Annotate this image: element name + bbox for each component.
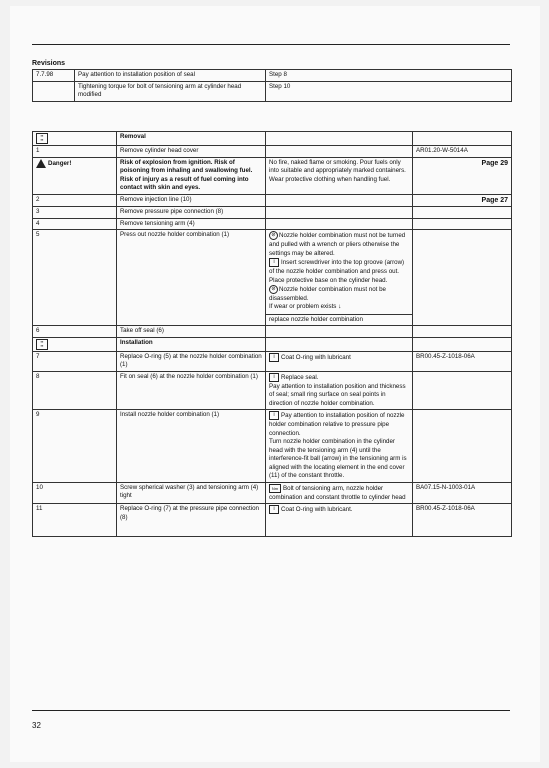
revision-ref: Step 10 [266, 81, 512, 101]
step-note: Coat O-ring with lubricant [281, 354, 351, 362]
arrow-down-icon: ↓ [338, 303, 342, 311]
step-action: Risk of explosion from ignition. Risk of poisoning from inhaling and swallowing fuel. Risk of injury as a result of fuel coming into contact with skin and eyes. [117, 157, 266, 194]
top-rule [32, 44, 510, 45]
warning-icon [36, 159, 46, 168]
step-note: Coat O-ring with lubricant. [281, 506, 353, 514]
table-row [33, 326, 512, 338]
step-number: 4 [33, 218, 117, 230]
table-row [33, 230, 512, 326]
table-row [33, 337, 512, 351]
step-action: Replace O-ring (7) at the pressure pipe connection (8) [117, 504, 266, 537]
step-note: i Pay attention to installation position of nozzle holder combination relative to pressure pipe connection. Turn nozzle holder combination in the cylinder head with the tensioning arm (4) until the interference-fit ball (arrow) in the tensioning arm is aligned with the locating element in the end cover (11) of the constant throttle. [266, 410, 413, 483]
step-ref[interactable]: BR00.45-Z-1018-06A [413, 351, 512, 371]
step-number: 2 [33, 194, 117, 207]
step-action: Install nozzle holder combination (1) [117, 410, 266, 483]
revision-date: 7.7.98 [33, 70, 75, 82]
info-icon: i [269, 505, 279, 514]
step-ref: AR01.20-W-5014A [413, 146, 512, 158]
page-ref[interactable]: Page 29 [413, 157, 512, 194]
step-note: Bolt of tensioning arm, nozzle holder combination and constant throttle to cylinder head [269, 485, 406, 501]
step-note: i Replace seal. Pay attention to installation position and thickness of seal; small ring surface on seal points in direction of nozzle holder combination. [266, 372, 413, 410]
installation-heading: Installation [117, 337, 266, 351]
revision-ref: Step 8 [266, 70, 512, 82]
prohibit-icon: ⊘ [269, 285, 278, 294]
manual-page [10, 6, 540, 762]
step-number: 1 [33, 146, 117, 158]
step-action: Remove injection line (10) [117, 194, 266, 207]
page-ref[interactable]: Page 27 [413, 194, 512, 207]
step-action: Replace O-ring (5) at the nozzle holder combination (1) [117, 351, 266, 371]
table-row [33, 146, 512, 158]
table-row [33, 132, 512, 146]
info-icon: i [269, 373, 279, 382]
step-action: Screw spherical washer (3) and tensioning arm (4) tight [117, 482, 266, 503]
info-icon: i [269, 258, 279, 267]
installation-section-icon: ▪▪ ▪▪ [36, 339, 48, 350]
step-number: 5 [33, 230, 117, 326]
step-action: Take off seal (6) [117, 326, 266, 338]
step-number: 8 [33, 372, 117, 410]
table-row [33, 504, 512, 537]
step-action: Remove tensioning arm (4) [117, 218, 266, 230]
revision-text: Pay attention to installation position of seal [75, 70, 266, 82]
danger-label: Danger! [48, 159, 72, 167]
revisions-table [32, 69, 512, 102]
removal-heading: Removal [117, 132, 266, 146]
step-number: 6 [33, 326, 117, 338]
step-number: 10 [33, 482, 117, 503]
table-row [33, 351, 512, 371]
procedure-table [32, 131, 512, 537]
revision-text: Tightening torque for bolt of tensioning arm at cylinder head modified [75, 81, 266, 101]
step-ref[interactable]: BR00.45-Z-1018-06A [413, 504, 512, 537]
info-icon: i [269, 353, 279, 362]
revisions-title: Revisions [32, 60, 66, 67]
step-ref[interactable]: BA07.15-N-1003-01A [413, 482, 512, 503]
revision-date [33, 81, 75, 101]
table-row [33, 372, 512, 410]
table-row [33, 218, 512, 230]
prohibit-icon: ⊘ [269, 231, 278, 240]
table-row [33, 81, 512, 101]
step-action: Remove pressure pipe connection (8) [117, 207, 266, 219]
bottom-rule [32, 710, 510, 711]
table-row [33, 410, 512, 483]
step-note: No fire, naked flame or smoking. Pour fuels only into suitable and appropriately marked containers. Wear protective clothing when handling fuel. [266, 157, 413, 194]
step-number: 7 [33, 351, 117, 371]
step-action: Press out nozzle holder combination (1) [117, 230, 266, 326]
step-number: 9 [33, 410, 117, 483]
step-action: Remove cylinder head cover [117, 146, 266, 158]
table-row [33, 207, 512, 219]
table-row [33, 70, 512, 82]
info-icon: i [269, 411, 279, 420]
step-action: Fit on seal (6) at the nozzle holder combination (1) [117, 372, 266, 410]
table-row [33, 157, 512, 194]
step-number: 3 [33, 207, 117, 219]
table-row [33, 194, 512, 207]
page-number: 32 [32, 721, 41, 730]
step-number: 11 [33, 504, 117, 537]
table-row [33, 482, 512, 503]
removal-section-icon: ▪▪ ▪▪ [36, 133, 48, 144]
step-note: ⊘ Nozzle holder combination must not be turned and pulled with a wrench or pliers otherwise the settings may be altered. i Insert screwdriver into the top groove (arrow) of the nozzle holder combination and press out. Place protective base on the cylinder head. ⊘ Nozzle holder combination must not be disassembled. If wear or problem exists ↓ replace nozzle holder combination [266, 230, 413, 326]
torque-icon: Nm [269, 484, 281, 493]
